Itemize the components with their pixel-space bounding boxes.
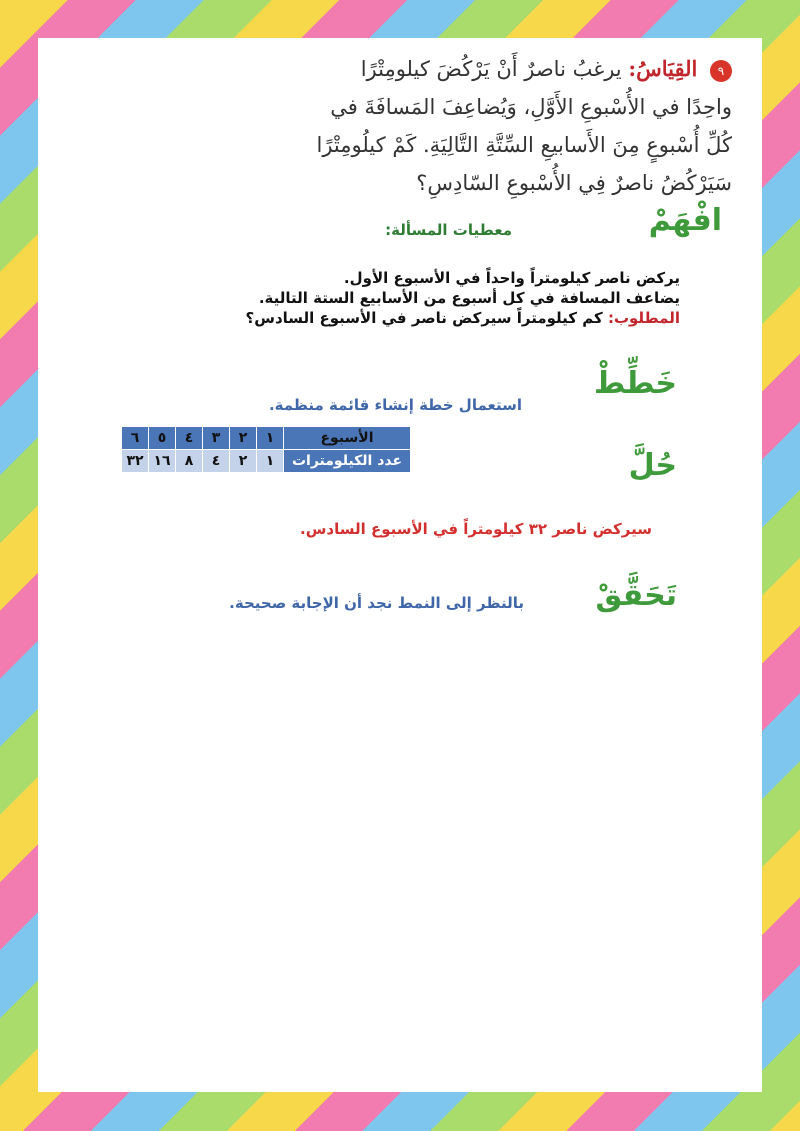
required-line (200, 308, 680, 328)
week-cell: ١ (257, 427, 284, 450)
solve-heading: حُلَّ (628, 448, 677, 483)
check-heading: تَحَقَّقْ (595, 578, 677, 613)
solve-answer: سيركض ناصر ٣٢ كيلومتراً في الأسبوع السادس. (300, 520, 652, 538)
problem-statement (312, 50, 732, 202)
km-cell: ١٦ (149, 450, 176, 473)
worksheet-page (38, 38, 762, 1092)
givens-list (200, 268, 680, 328)
weeks-table (121, 426, 411, 473)
understand-heading: افْهَمْ (648, 203, 722, 238)
plan-heading: خَطِّطْ (594, 366, 677, 401)
week-cell: ٤ (176, 427, 203, 450)
km-cell: ٨ (176, 450, 203, 473)
required-label: المطلوب: (607, 309, 680, 327)
plan-text: استعمال خطة إنشاء قائمة منظمة. (268, 396, 522, 414)
problem-text: يرغبُ ناصرٌ أَنْ يَرْكُضَ كيلومِتْرًا واحِدًا في الأُسْبوعِ الأَوَّلِ، وَيُضاعِفَ المَسافَةَ في كُلِّ أُسْبوعٍ مِنَ الأَسابيعِ السِّتَّةِ التَّالِيَةِ. كَمْ كيلُومِتْرًا سَيَرْكُضُ ناصرٌ فِي الأُسْبوعِ السّادِسِ؟ (316, 57, 732, 195)
week-cell: ٢ (230, 427, 257, 450)
given-line-1: يركض ناصر كيلومتراً واحداً في الأسبوع الأول. (343, 269, 680, 287)
table-row (122, 450, 411, 473)
problem-number-badge: ٩ (710, 60, 732, 82)
km-cell: ٤ (203, 450, 230, 473)
check-text: بالنظر إلى النمط نجد أن الإجابة صحيحة. (229, 594, 524, 612)
km-row-header: عدد الكيلومترات (284, 450, 411, 473)
givens-label: معطيات المسألة: (385, 221, 512, 239)
problem-topic: القِيَاسُ: (628, 56, 698, 81)
given-line-2: يضاعف المسافة في كل أسبوع من الأسابيع الستة التالية. (258, 289, 680, 307)
km-cell: ١ (257, 450, 284, 473)
required-text: كم كيلومتراً سيركض ناصر في الأسبوع السادس؟ (245, 309, 603, 327)
week-cell: ٥ (149, 427, 176, 450)
km-cell: ٣٢ (122, 450, 149, 473)
weeks-row-header: الأسبوع (284, 427, 411, 450)
week-cell: ٣ (203, 427, 230, 450)
week-cell: ٦ (122, 427, 149, 450)
km-cell: ٢ (230, 450, 257, 473)
table-row (122, 427, 411, 450)
